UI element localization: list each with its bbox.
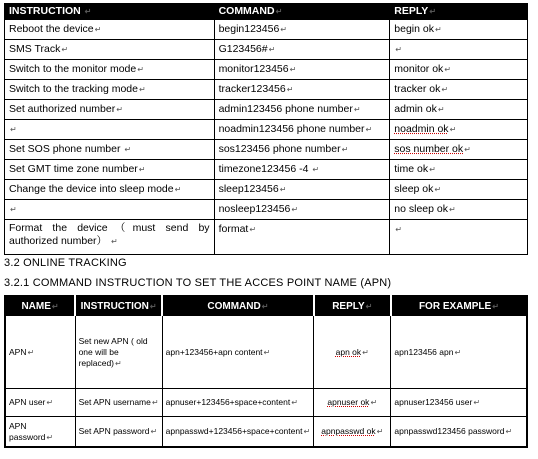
instruction-cell: Set APN username↵ <box>75 389 162 417</box>
table-row <box>5 180 528 200</box>
reply-cell: ↵ <box>390 220 528 255</box>
table-row <box>5 20 528 40</box>
command-cell: format↵ <box>214 220 390 255</box>
table-header-row <box>5 4 528 20</box>
command-cell: noadmin123456 phone number↵ <box>214 120 390 140</box>
command-cell: apnpasswd+123456+space+content↵ <box>162 417 314 448</box>
reply-cell: no sleep ok↵ <box>390 200 528 220</box>
reply-cell: tracker ok↵ <box>390 80 528 100</box>
instruction-cell: Set APN password↵ <box>75 417 162 448</box>
instruction-cell: Format the device（must send by authorized number） ↵ <box>5 220 215 255</box>
instruction-cell: ↵ <box>5 200 215 220</box>
instruction-cell: Switch to the monitor mode↵ <box>5 60 215 80</box>
table-row <box>5 120 528 140</box>
command-cell: monitor123456↵ <box>214 60 390 80</box>
command-cell: begin123456↵ <box>214 20 390 40</box>
table-row <box>5 140 528 160</box>
header-example: FOR EXAMPLE↵ <box>391 296 527 316</box>
instruction-cell: Switch to the tracking mode↵ <box>5 80 215 100</box>
header-instruction: INSTRUCTION↵ <box>75 296 162 316</box>
header-command: COMMAND↵ <box>214 4 390 20</box>
table-row <box>5 220 528 255</box>
name-cell: APN user↵ <box>5 389 75 417</box>
reply-cell: sleep ok↵ <box>390 180 528 200</box>
example-cell: apn123456 apn↵ <box>391 316 527 389</box>
command-cell: admin123456 phone number↵ <box>214 100 390 120</box>
table-row <box>5 316 527 389</box>
command-cell: tracker123456↵ <box>214 80 390 100</box>
header-reply: REPLY↵ <box>314 296 391 316</box>
example-cell: apnuser123456 user↵ <box>391 389 527 417</box>
table-row <box>5 40 528 60</box>
command-cell: G123456#↵ <box>214 40 390 60</box>
reply-cell: ↵ <box>390 40 528 60</box>
sms-command-table <box>4 3 528 255</box>
table-row <box>5 100 528 120</box>
table-row <box>5 417 527 448</box>
instruction-cell: Set new APN ( old one will be replaced)↵ <box>75 316 162 389</box>
name-cell: APN↵ <box>5 316 75 389</box>
example-cell: apnpasswd123456 password↵ <box>391 417 527 448</box>
reply-cell: apnpasswd ok↵ <box>314 417 391 448</box>
instruction-cell: ↵ <box>5 120 215 140</box>
name-cell: APN password↵ <box>5 417 75 448</box>
table-row <box>5 60 528 80</box>
header-command: COMMAND↵ <box>162 296 314 316</box>
reply-cell: time ok↵ <box>390 160 528 180</box>
table-row <box>5 160 528 180</box>
table-row <box>5 389 527 417</box>
instruction-cell: Set SOS phone number ↵ <box>5 140 215 160</box>
table-row <box>5 200 528 220</box>
table-header-row <box>5 296 527 316</box>
instruction-cell: Set authorized number↵ <box>5 100 215 120</box>
apn-command-table <box>4 295 528 448</box>
reply-cell: monitor ok↵ <box>390 60 528 80</box>
command-cell: apnuser+123456+space+content↵ <box>162 389 314 417</box>
table-row <box>5 80 528 100</box>
instruction-cell: Reboot the device↵ <box>5 20 215 40</box>
reply-cell: begin ok↵ <box>390 20 528 40</box>
command-cell: sleep123456↵ <box>214 180 390 200</box>
header-name: NAME↵ <box>5 296 75 316</box>
reply-cell: apnuser ok↵ <box>314 389 391 417</box>
instruction-cell: Change the device into sleep mode↵ <box>5 180 215 200</box>
reply-cell: sos number ok↵ <box>390 140 528 160</box>
command-cell: nosleep123456↵ <box>214 200 390 220</box>
reply-cell: apn ok↵ <box>314 316 391 389</box>
header-instruction: INSTRUCTION ↵ <box>5 4 215 20</box>
instruction-cell: SMS Track↵ <box>5 40 215 60</box>
command-cell: timezone123456 -4 ↵ <box>214 160 390 180</box>
reply-cell: admin ok↵ <box>390 100 528 120</box>
command-cell: apn+123456+apn content↵ <box>162 316 314 389</box>
command-cell: sos123456 phone number↵ <box>214 140 390 160</box>
reply-cell: noadmin ok↵ <box>390 120 528 140</box>
section-heading: 3.2 ONLINE TRACKING <box>4 257 127 269</box>
subsection-heading: 3.2.1 COMMAND INSTRUCTION TO SET THE ACCES POINT NAME (APN) <box>4 277 392 289</box>
header-reply: REPLY↵ <box>390 4 528 20</box>
instruction-cell: Set GMT time zone number↵ <box>5 160 215 180</box>
